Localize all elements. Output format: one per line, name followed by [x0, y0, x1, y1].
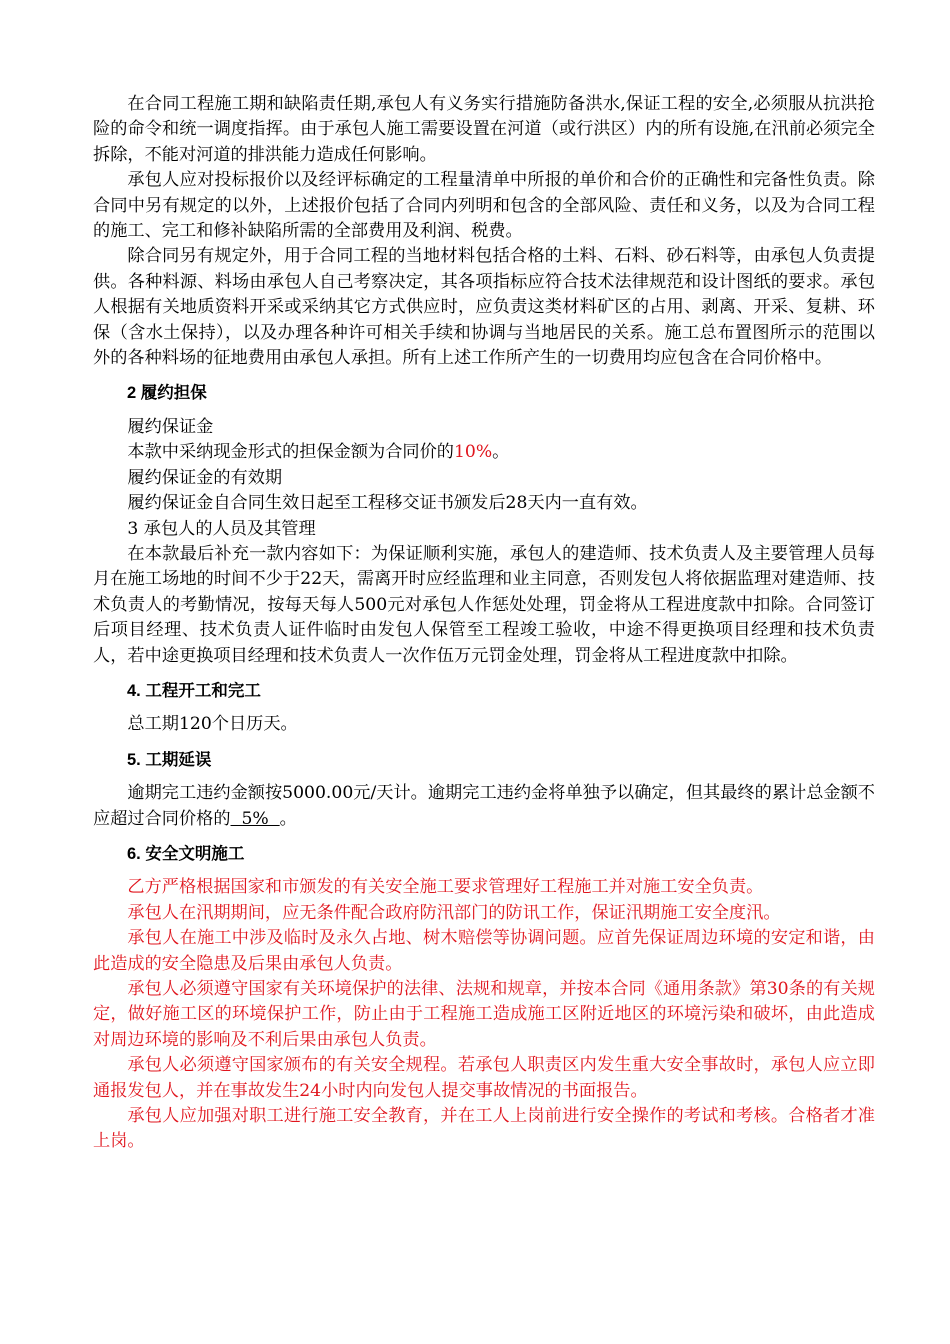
paragraph-accident-reporting: 承包人必须遵守国家颁布的有关安全规程。若承包人职责区内发生重大安全事故时，承包人应立即通报发包人，并在事故发生24小时内向发包人提交事故情况的书面报告。 — [93, 1055, 875, 1101]
delay-penalty-text: 逾期完工违约金额按5000.00元/天计。逾期完工违约金将单独予以确定，但其最终的累计总金额不应超过合同价格的 — [93, 783, 875, 829]
bond-amount-end: 。 — [492, 442, 510, 463]
heading-performance-guarantee: 2 履约担保 — [127, 384, 207, 403]
paragraph-personnel-management: 在本款最后补充一款内容如下：为保证顺利实施，承包人的建造师、技术负责人及主要管理人员每月在施工场地的时间不少于22天，需离开时应经监理和业主同意，否则发包人将依据监理对建造师、技术负责人的考勤情况，按每天每人500元对承包人作惩处处理，罚金将从工程进度款中扣除。合同签订后项目经理、技术负责人证件临时由发包人保管至工程竣工验收，中途不得更换项目经理和技术负责人，若中途更换项目经理和技术负责人一次作伍万元罚金处理，罚金将从工程进度款中扣除。 — [93, 543, 875, 666]
line-bond-amount — [93, 440, 875, 465]
heading-delay: 5. 工期延误 — [127, 750, 212, 769]
delay-penalty-end: 。 — [279, 808, 297, 829]
document-body — [93, 92, 875, 1155]
bond-percentage: 10% — [453, 442, 493, 463]
line-bond-validity: 履约保证金自合同生效日起至工程移交证书颁发后28天内一直有效。 — [127, 493, 648, 514]
line-performance-bond: 履约保证金 — [127, 416, 214, 437]
heading-safe-construction: 6. 安全文明施工 — [127, 844, 245, 863]
bond-amount-text: 本款中采纳现金形式的担保金额为合同价的 — [127, 442, 454, 463]
paragraph-local-materials: 除合同另有规定外，用于合同工程的当地材料包括合格的土料、石料、砂石料等，由承包人负责提供。各种料源、料场由承包人自己考察决定，其各项指标应符合技术法律规范和设计图纸的要求。承包人根据有关地质资料开采或采纳其它方式供应时，应负责这类材料矿区的占用、剥离、开采、复耕、环保（含水土保持），以及办理各种许可相关手续和协调与当地居民的关系。施工总布置图所示的范围以外的各种料场的征地费用由承包人承担。所有上述工作所产生的一切费用均应包含在合同价格中。 — [93, 246, 875, 369]
paragraph-safety-education: 承包人应加强对职工进行施工安全教育，并在工人上岗前进行安全操作的考试和考核。合格者才准上岗。 — [93, 1106, 875, 1152]
heading-commencement-completion: 4. 工程开工和完工 — [127, 681, 261, 700]
paragraph-pricing-responsibility: 承包人应对投标报价以及经评标确定的工程量清单中所报的单价和合价的正确性和完备性负责。除合同中另有规定的以外，上述报价包括了合同内列明和包含的全部风险、责任和义务，以及为合同工程的施工、完工和修补缺陷所需的全部费用及利润、税费。 — [93, 170, 875, 242]
paragraph-flood-season-safety: 承包人在汛期期间，应无条件配合政府防汛部门的防讯工作，保证汛期施工安全度汛。 — [127, 902, 781, 923]
line-bond-validity-title: 履约保证金的有效期 — [127, 467, 283, 488]
paragraph-environmental-protection: 承包人必须遵守国家有关环境保护的法律、法规和规章，并按本合同《通用条款》第30条的有关规定，做好施工区的环境保护工作，防止由于工程施工造成施工区附近地区的环境污染和破坏，由此造成对周边环境的影响及不利后果由承包人负责。 — [93, 979, 875, 1050]
line-total-duration: 总工期120个日历天。 — [127, 714, 298, 735]
paragraph-land-coordination: 承包人在施工中涉及临时及永久占地、树木赔偿等协调问题。应首先保证周边环境的安定和谐，由此造成的安全隐患及后果由承包人负责。 — [93, 928, 875, 974]
line-personnel-title: 3 承包人的人员及其管理 — [127, 518, 316, 539]
paragraph-delay-penalty — [93, 781, 875, 832]
paragraph-flood-prevention: 在合同工程施工期和缺陷责任期,承包人有义务实行措施防备洪水,保证工程的安全,必须服从抗洪抢险的命令和统一调度指挥。由于承包人施工需要设置在河道（或行洪区）内的所有设施,在汛前必须完全拆除，不能对河道的排洪能力造成任何影响。 — [93, 94, 875, 165]
paragraph-safety-management: 乙方严格根据国家和市颁发的有关安全施工要求管理好工程施工并对施工安全负责。 — [127, 877, 764, 898]
delay-penalty-cap: 5% — [230, 808, 280, 829]
